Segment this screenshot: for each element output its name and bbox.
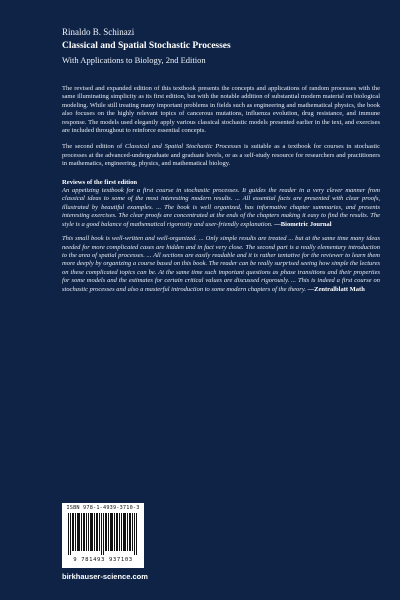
paragraph-2-prefix: The second edition of	[62, 143, 125, 151]
description-paragraph-1: The revised and expanded edition of this textbook presents the concepts and applications of random processes with the same illuminating simplicity as its first edition, but with the notable addition of substantial modern material on biological modeling. While still treating many important problems in fields such as engineering and mathematical physics, the book also focuses on the highly relevant topics of cancerous mutations, influenza evolution, drug resistance, and immune response. The models used elegantly apply various classical stochastic models presented earlier in the text, and exercises are included throughout to reinforce essential concepts.	[62, 85, 380, 135]
review-2-source: —Zentralblatt Math	[307, 285, 365, 293]
description-paragraph-2	[62, 143, 380, 168]
book-header	[62, 27, 382, 65]
isbn-label: ISBN 978-1-4939-3710-3	[66, 505, 140, 511]
barcode-icon	[68, 513, 138, 555]
book-subtitle: With Applications to Biology, 2nd Edition	[62, 55, 206, 65]
book-title: Classical and Spatial Stochastic Processes	[62, 41, 231, 51]
review-2	[62, 235, 380, 294]
review-1-source: —Biometric Journal	[274, 220, 332, 228]
isbn-barcode	[62, 503, 144, 568]
reviews-heading: Reviews of the first edition	[62, 178, 138, 186]
author-name: Rinaldo B. Schinazi	[62, 27, 135, 37]
paragraph-2-suffix: is suitable as a textbook for courses in stochastic processes at the advanced-undergraduate and graduate levels, or as a self-study resource for researchers and practitioners in mathematics, engineering, physics, and mathematical biology.	[62, 143, 380, 168]
blurb	[62, 85, 380, 300]
barcode-digits: 9 781493 937103	[73, 557, 133, 563]
paragraph-2-book-title: Classical and Spatial Stochastic Processes	[124, 143, 242, 151]
publisher-website[interactable]: birkhauser-science.com	[62, 572, 148, 581]
review-1	[62, 187, 380, 229]
review-2-text: This small book is well-written and well-organized. ... Only simple results are treated ... but at the same time many ideas needed for more complicated cases are hidden and in fact very close. The second part is a really elementary introduction to the area of spatial processes. ... All sections are easily readable and it is rather tentative for the reviewer to learn them more deeply by organizing a course based on this book. The reader can be really surprised seeing how simple the lectures on these complicated topics can be. At the same time such important questions as phase transitions and their properties for some models and the estimates for certain critical values are discussed rigorously. ... This is indeed a first course on stochastic processes and also a masterful introduction to some modern chapters of the theory.	[62, 235, 380, 293]
review-1-text: An appetizing textbook for a first course in stochastic processes. It guides the reader in a very clever manner from classical ideas to some of the most interesting modern results. ... All essential facts are presented with clear proofs, illustrated by beautiful examples. ... The book is well organized, has informative chapter summaries, and presents interesting exercises. The clear proofs are concentrated at the ends of the chapters making it easy to find the results. The style is a good balance of mathematical rigorosity and user-friendly explanation.	[62, 187, 380, 228]
